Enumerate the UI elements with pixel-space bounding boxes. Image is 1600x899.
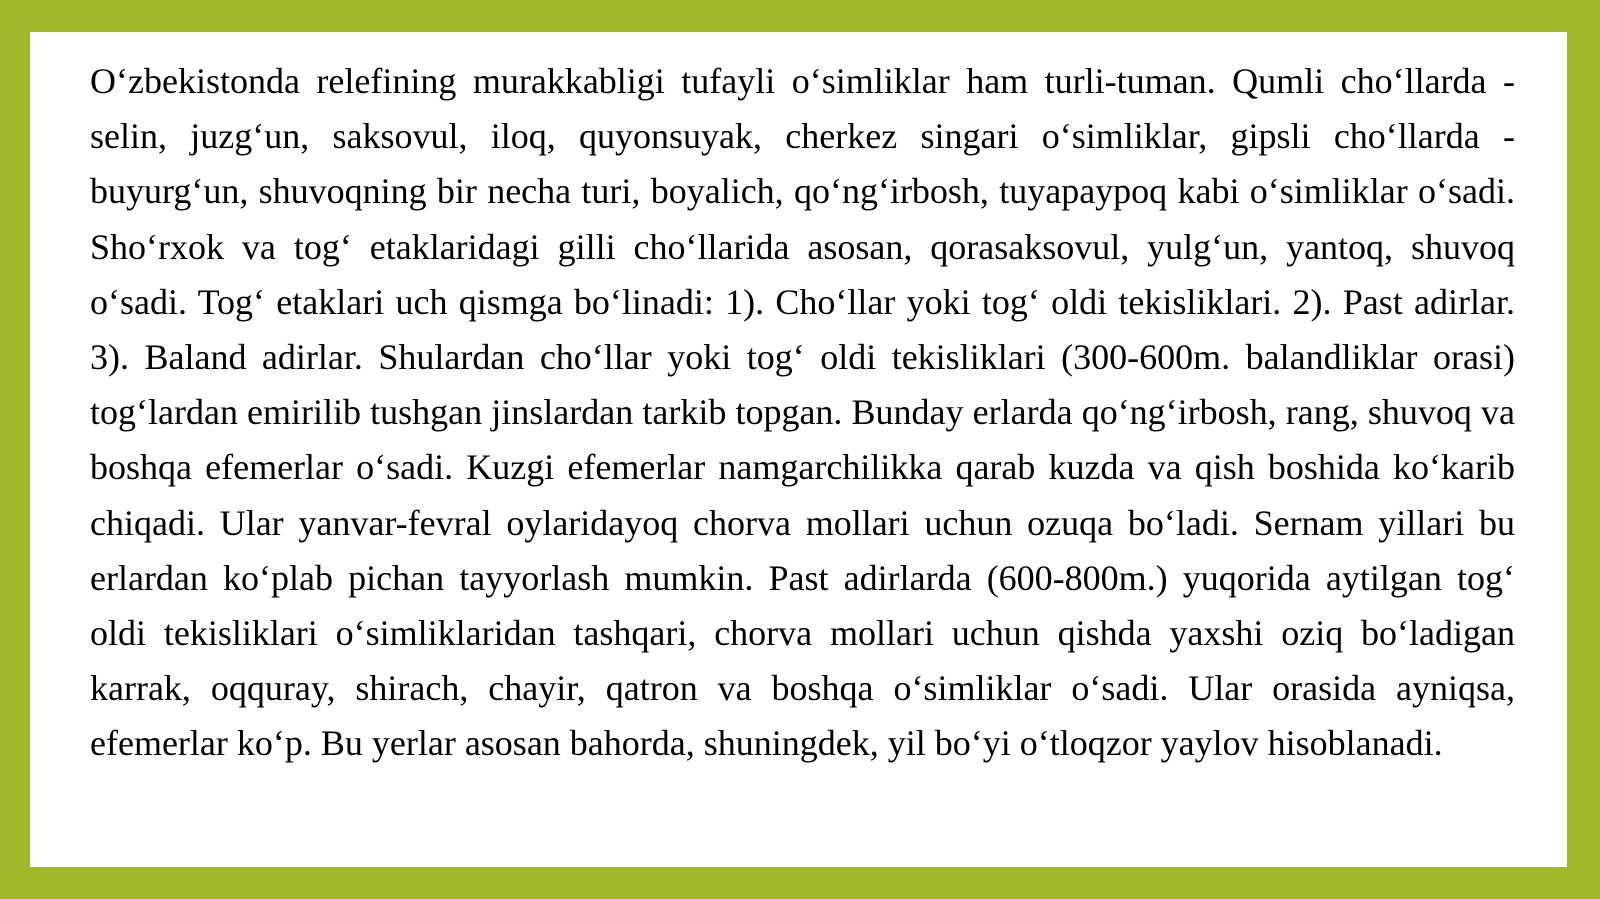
text-page — [30, 32, 1567, 867]
body-paragraph: O‘zbekistonda relefining murakkabligi tufayli o‘simliklar ham turli-tuman. Qumli cho‘llarda - selin, juzg‘un, saksovul, iloq, quyonsuyak, cherkez singari o‘simliklar, gipsli cho‘llarda - buyurg‘un, shuvoqning bir necha turi, boyalich, qo‘ng‘irbosh, tuyapaypoq kabi o‘simliklar o‘sadi. Sho‘rxok va tog‘ etaklaridagi gilli cho‘llarida asosan, qorasaksovul, yulg‘un, yantoq, shuvoq o‘sadi. Tog‘ etaklari uch qismga bo‘linadi: 1). Cho‘llar yoki tog‘ oldi tekisliklari. 2). Past adirlar. 3). Baland adirlar. Shulardan cho‘llar yoki tog‘ oldi tekisliklari (300-600m. balandliklar orasi) tog‘lardan emirilib tushgan jinslardan tarkib topgan. Bunday erlarda qo‘ng‘irbosh, rang, shuvoq va boshqa efemerlar o‘sadi. Kuzgi efemerlar namgarchilikka qarab kuzda va qish boshida ko‘karib chiqadi. Ular yanvar-fevral oylaridayoq chorva mollari uchun ozuqa bo‘ladi. Sernam yillari bu erlardan ko‘plab pichan tayyorlash mumkin. Past adirlarda (600-800m.) yuqorida aytilgan tog‘ oldi tekisliklari o‘simliklaridan tashqari, chorva mollari uchun qishda yaxshi oziq bo‘ladigan karrak, oqquray, shirach, chayir, qatron va boshqa o‘simliklar o‘sadi. Ular orasida ayniqsa, efemerlar ko‘p. Bu yerlar asosan bahorda, shuningdek, yil bo‘yi o‘tloqzor yaylov hisoblanadi. — [90, 61, 1515, 764]
